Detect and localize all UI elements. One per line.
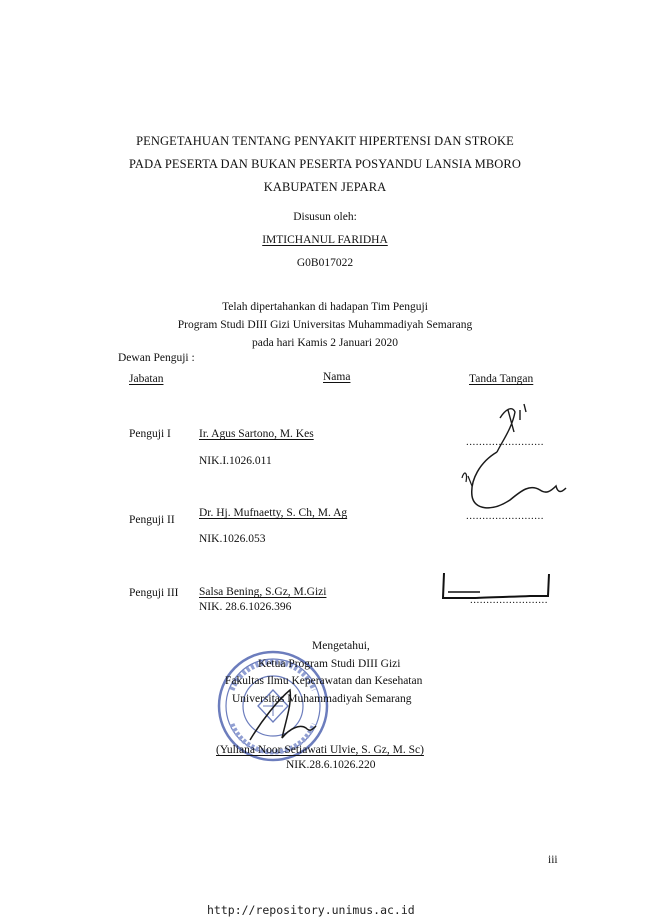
approval-signatory-nik: NIK.28.6.1026.220	[286, 759, 376, 771]
examiner-3-name: Salsa Bening, S.Gz, M.Gizi	[199, 586, 327, 598]
thesis-title-line-3: KABUPATEN JEPARA	[263, 180, 387, 194]
examiner-2-role: Penguji II	[129, 514, 175, 526]
defense-line-2: Program Studi DIII Gizi Universitas Muhammadiyah Semarang	[177, 319, 473, 331]
thesis-title-line-2: PADA PESERTA DAN BUKAN PESERTA POSYANDU LANSIA MBORO	[129, 157, 521, 171]
approval-label: Mengetahui,	[312, 640, 370, 652]
defense-line-1: Telah dipertahankan di hadapan Tim Penguji	[222, 301, 428, 313]
examiner-2-nik: NIK.1026.053	[199, 533, 266, 545]
board-label: Dewan Penguji :	[118, 352, 195, 364]
column-nama: Nama	[323, 371, 351, 383]
approval-line-2: Fakultas Ilmu Keperawatan dan Kesehatan	[225, 675, 423, 687]
approval-line-1: Ketua Program Studi DIII Gizi	[258, 658, 401, 670]
defense-line-3: pada hari Kamis 2 Januari 2020	[252, 337, 398, 349]
approval-line-3: Universitas Muhammadiyah Semarang	[232, 693, 412, 705]
examiner-3-role: Penguji III	[129, 587, 179, 599]
page-number: iii	[548, 854, 558, 866]
examiner-3-signature-line: ........................	[470, 594, 548, 606]
author-name-text: IMTICHANUL FARIDHA	[262, 234, 388, 246]
examiner-1-role: Penguji I	[129, 428, 171, 440]
column-jabatan: Jabatan	[129, 373, 164, 385]
examiner-1-signature-line: ........................	[466, 436, 544, 448]
examiner-1-nik: NIK.I.1026.011	[199, 455, 272, 467]
examiner-2-signature-line: ........................	[466, 510, 544, 522]
examiner-2-name: Dr. Hj. Mufnaetty, S. Ch, M. Ag	[199, 507, 348, 519]
examiner-1-name: Ir. Agus Sartono, M. Kes	[199, 428, 314, 440]
examiner-3-nik: NIK. 28.6.1026.396	[199, 601, 292, 613]
footer-url: http://repository.unimus.ac.id	[207, 903, 415, 917]
author-label: Disusun oleh:	[293, 211, 357, 223]
thesis-title-line-1: PENGETAHUAN TENTANG PENYAKIT HIPERTENSI DAN STROKE	[136, 134, 514, 148]
column-tanda-tangan: Tanda Tangan	[469, 373, 534, 385]
author-nim: G0B017022	[296, 257, 354, 269]
approval-signatory-name: (Yuliana Noor Setiawati Ulvie, S. Gz, M. Sc)	[216, 744, 424, 756]
